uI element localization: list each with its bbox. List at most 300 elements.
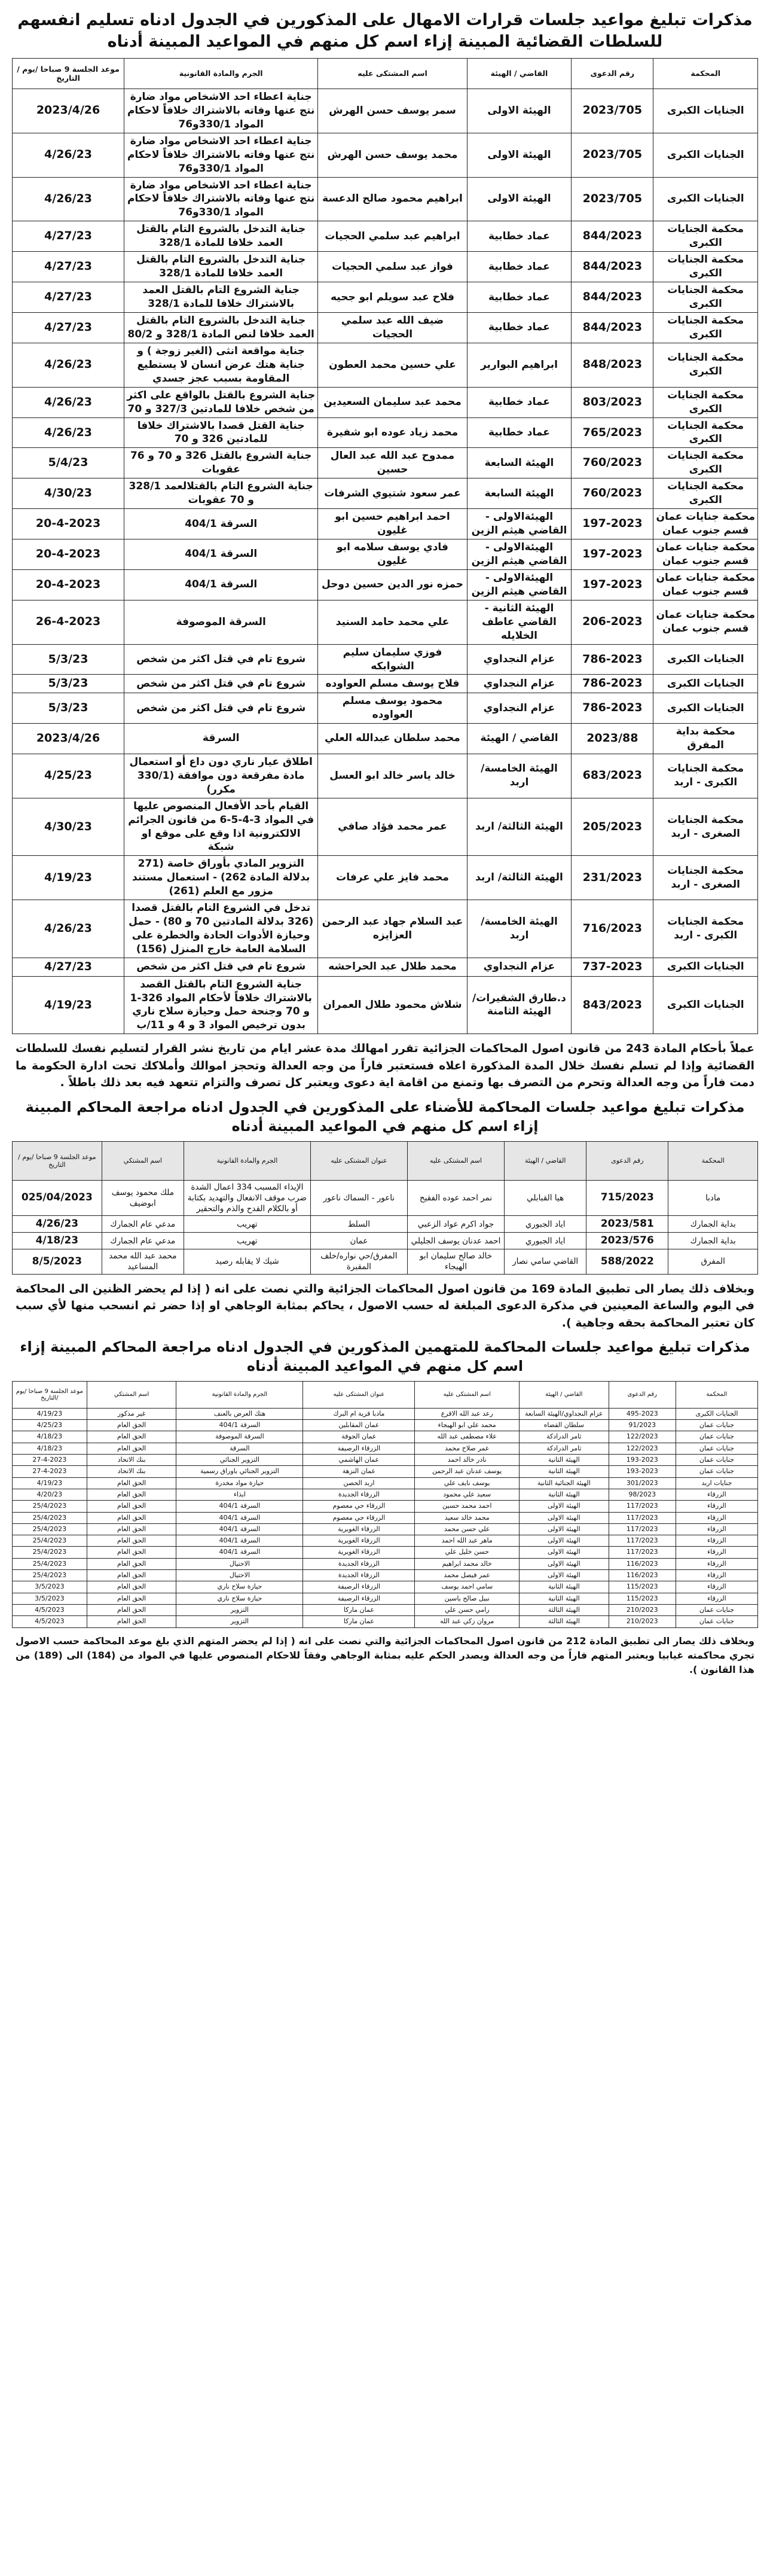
table-cell: السرقة: [176, 1443, 303, 1454]
table-cell: الزرقاء: [676, 1501, 757, 1512]
table-cell: محكمة جنايات عمان قسم جنوب عمان: [653, 569, 758, 600]
table-cell: مادبا: [668, 1180, 758, 1216]
table-cell: حسن خليل علي: [415, 1547, 520, 1558]
table-cell: السلط: [310, 1216, 407, 1233]
table-row: [13, 417, 758, 448]
table-cell: 4/5/2023: [13, 1616, 87, 1627]
table-cell: 25/4/2023: [13, 1570, 87, 1581]
table-row: [13, 1616, 758, 1627]
table-row: [13, 958, 758, 976]
newspaper-notices-page: [12, 0, 758, 1695]
table-cell: هيا القبابلي: [505, 1180, 586, 1216]
table-cell: نادر خالد احمد: [415, 1455, 520, 1466]
table-cell: 4/26/23: [13, 177, 124, 221]
table-cell: الهيئة الخامسة/ اربد: [467, 754, 572, 798]
table-cell: 844/2023: [572, 312, 653, 343]
table-row: [13, 1593, 758, 1604]
table-cell: الزرقاء: [676, 1489, 757, 1500]
table-row: [13, 1455, 758, 1466]
table-cell: 786-2023: [572, 644, 653, 675]
column-header: اسم المشتكي: [102, 1141, 184, 1180]
table-cell: الحق العام: [87, 1477, 176, 1489]
table-cell: 760/2023: [572, 478, 653, 509]
table-cell: عمر محمد فؤاد صافي: [318, 798, 467, 856]
table-cell: الزرقاء الرصيفة: [303, 1593, 415, 1604]
table-cell: السرقة 404/1: [176, 1512, 303, 1523]
table-cell: 197-2023: [572, 509, 653, 539]
table-cell: محكمة الجنايات الكبرى: [653, 448, 758, 478]
table-cell: عزام النجداوي/الهيئة السابعة: [520, 1408, 609, 1419]
table-cell: خالد ياسر خالد ابو العسل: [318, 754, 467, 798]
table-cell: فوزي سليمان سليم الشوابكه: [318, 644, 467, 675]
table-cell: جناية الشروع بالقتل بالواقع على اكثر من شخص خلافا للمادتين 327/3 و 70: [124, 387, 318, 417]
table-cell: 844/2023: [572, 252, 653, 282]
table-cell: الزرقاء الرصيفة: [303, 1443, 415, 1454]
table-cell: مادبا قرية ام البرك: [303, 1408, 415, 1419]
table-row: [13, 312, 758, 343]
table-row: [13, 343, 758, 387]
table-row: [13, 754, 758, 798]
table-cell: الهيئة الثالثة: [520, 1616, 609, 1627]
table-cell: 116/2023: [609, 1558, 676, 1569]
table-cell: محكمة الجنايات الكبرى: [653, 312, 758, 343]
table-cell: محكمة الجنايات الكبرى: [653, 221, 758, 252]
table-cell: الحق العام: [87, 1558, 176, 1569]
table-cell: علي محمد حامد السنيد: [318, 600, 467, 644]
table-cell: 193-2023: [609, 1455, 676, 1466]
table-cell: 122/2023: [609, 1431, 676, 1443]
table-cell: محكمة الجنايات الصغرى - اربد: [653, 856, 758, 900]
table-cell: 495-2023: [609, 1408, 676, 1419]
table-cell: الجنايات الكبرى: [653, 675, 758, 693]
table-cell: الزرقاء الجديدة: [303, 1570, 415, 1581]
table-cell: الهيئةالاولى - القاضي هيثم الزين: [467, 539, 572, 570]
table-cell: 4/27/23: [13, 221, 124, 252]
table-cell: 20-4-2023: [13, 509, 124, 539]
table-cell: جناية الشروع بالقتل 326 و 70 و 76 عقوبات: [124, 448, 318, 478]
table-cell: علاء مصطفى عبد الله: [415, 1431, 520, 1443]
table-cell: تهريب: [184, 1233, 310, 1249]
table-cell: 4/26/23: [13, 1216, 102, 1233]
table-cell: عزام النجداوي: [467, 644, 572, 675]
table-cell: 4/18/23: [13, 1443, 87, 1454]
table-cell: سعيد علي محمود: [415, 1489, 520, 1500]
section2-header-row: [13, 1141, 758, 1180]
table-cell: القيام بأحد الأفعال المنصوص عليها في المواد 3-4-5-6 من قانون الجرائم الالكترونية اذا وقع على موقع او شبكة: [124, 798, 318, 856]
table-cell: 5/3/23: [13, 693, 124, 724]
section2-legal-note: وبخلاف ذلك يصار الى تطبيق المادة 169 من قانون اصول المحاكمات الجزائية والتي نصت على انه ( إذا لم يحضر الظنين الى المحاكمة في اليوم والساعة المعينين في مذكرة الدعوى المبلغة له حسب الاصول ، يحاكم بمثابة الوجاهي او إذا حضر ثم انسحب منها لأي سبب كان تعتبر المحاكمة بحقه وجاهية ).: [16, 1282, 754, 1330]
table-cell: الزرقاء: [676, 1512, 757, 1523]
table-row: [13, 1180, 758, 1216]
table-cell: عبد السلام جهاد عبد الرحمن العزايزه: [318, 900, 467, 958]
table-cell: السرقة الموصوفة: [176, 1431, 303, 1443]
table-cell: 2023/576: [586, 1233, 668, 1249]
table-cell: سامي احمد يوسف: [415, 1581, 520, 1593]
table-cell: الهيئةالاولى - القاضي هيثم الزين: [467, 569, 572, 600]
table-row: [13, 448, 758, 478]
table-cell: الحق العام: [87, 1420, 176, 1431]
table-cell: عمان الهاشمي: [303, 1455, 415, 1466]
table-cell: 2023/581: [586, 1216, 668, 1233]
table-row: [13, 282, 758, 313]
table-cell: الهيئة الثانية: [520, 1593, 609, 1604]
table-cell: عمان ماركا: [303, 1616, 415, 1627]
table-cell: محمد يوسف حسن الهرش: [318, 133, 467, 177]
table-cell: 3/5/2023: [13, 1581, 87, 1593]
table-cell: 025/04/2023: [13, 1180, 102, 1216]
column-header: الجرم والمادة القانونية: [176, 1381, 303, 1408]
table-cell: 4/27/23: [13, 312, 124, 343]
table-cell: 210/2023: [609, 1616, 676, 1627]
column-header: رقم الدعوى: [586, 1141, 668, 1180]
table-cell: شروع تام في قتل اكثر من شخص: [124, 675, 318, 693]
table-cell: الجنايات الكبرى: [653, 177, 758, 221]
table-cell: الهيئة الثالثة/ اربد: [467, 798, 572, 856]
table-cell: جنايات عمان: [676, 1466, 757, 1477]
table-cell: شيك لا يقابله رصيد: [184, 1249, 310, 1274]
table-cell: الزرقاء حي معصوم: [303, 1501, 415, 1512]
table-cell: التزوير المادي بأوراق خاصة (271 بدلالة المادة 262) - استعمال مستند مزور مع العلم (261): [124, 856, 318, 900]
table-cell: خالد محمد ابراهيم: [415, 1558, 520, 1569]
table-row: [13, 1604, 758, 1615]
table-cell: بداية الجمارك: [668, 1233, 758, 1249]
section1-title: مذكرات تبليغ مواعيد جلسات قرارات الامهال على المذكورين في الجدول ادناه تسليم انفسهم للسلطات القضائية المبينة إزاء اسم كل منهم في المواعيد المبينة أدناه: [17, 11, 753, 51]
section1-header-row: [13, 58, 758, 89]
table-cell: 27-4-2023: [13, 1455, 87, 1466]
table-cell: 20-4-2023: [13, 569, 124, 600]
table-row: [13, 644, 758, 675]
column-header: المحكمة: [676, 1381, 757, 1408]
table-cell: فلاح عبد سويلم ابو جحيه: [318, 282, 467, 313]
table-cell: الحق العام: [87, 1489, 176, 1500]
table-cell: جنايات عمان: [676, 1455, 757, 1466]
table-row: [13, 1431, 758, 1443]
table-cell: الحق العام: [87, 1431, 176, 1443]
table-cell: الهيئة الثانية - القاضي عاطف الخلايله: [467, 600, 572, 644]
section3-header-row: [13, 1381, 758, 1408]
table-cell: 5/3/23: [13, 675, 124, 693]
table-cell: الزرقاء: [676, 1523, 757, 1535]
table-row: [13, 856, 758, 900]
table-cell: 25/4/2023: [13, 1501, 87, 1512]
table-cell: 98/2023: [609, 1489, 676, 1500]
table-cell: الجنايات الكبرى: [676, 1408, 757, 1419]
table-cell: عمان الجوفة: [303, 1431, 415, 1443]
table-cell: الجنايات الكبرى: [653, 644, 758, 675]
table-cell: الزرقاء: [676, 1558, 757, 1569]
table-cell: 117/2023: [609, 1512, 676, 1523]
table-cell: بنك الاتحاد: [87, 1466, 176, 1477]
table-cell: احمد عدنان يوسف الجليلي: [407, 1233, 504, 1249]
table-cell: ابراهيم عبد سلمي الحجيات: [318, 221, 467, 252]
table-cell: ايذاء: [176, 1489, 303, 1500]
table-cell: محمد عبد الله محمد المساعيد: [102, 1249, 184, 1274]
table-cell: تدخل في الشروع التام بالقتل قصدا (326 بدلالة المادتين 70 و 80) - حمل وحيازة الأدوات الحادة والخطرة على السلامة العامة خارج المنزل (156): [124, 900, 318, 958]
table-cell: 737-2023: [572, 958, 653, 976]
column-header: موعد الجلسة 9 صباحا /يوم /التاريخ: [13, 58, 124, 89]
table-cell: جناية التدخل بالشروع التام بالقتل العمد خلافا للمادة 328/1: [124, 252, 318, 282]
table-cell: 588/2022: [586, 1249, 668, 1274]
table-cell: الهيئة الاولى: [520, 1501, 609, 1512]
table-cell: الحق العام: [87, 1512, 176, 1523]
table-cell: الحق العام: [87, 1501, 176, 1512]
table-cell: جناية التدخل بالشروع التام بالقتل العمد خلافا للمادة 328/1: [124, 221, 318, 252]
table-cell: عماد خطابية: [467, 282, 572, 313]
table-cell: السرقة 404/1: [176, 1523, 303, 1535]
table-cell: الزرقاء الغويرية: [303, 1547, 415, 1558]
column-header: عنوان المشتكى عليه: [303, 1381, 415, 1408]
table-cell: محكمة الجنايات الكبرى: [653, 387, 758, 417]
table-cell: الهيئة الاولى: [467, 89, 572, 133]
table-cell: الحق العام: [87, 1616, 176, 1627]
table-row: [13, 600, 758, 644]
table-cell: التزوير: [176, 1604, 303, 1615]
table-cell: ابراهيم محمود صالح الدعسة: [318, 177, 467, 221]
column-header: عنوان المشتكى عليه: [310, 1141, 407, 1180]
table-cell: عماد خطابية: [467, 312, 572, 343]
table-cell: محكمة جنايات عمان قسم جنوب عمان: [653, 600, 758, 644]
table-cell: الزرقاء الغويرية: [303, 1523, 415, 1535]
table-cell: عمر سعود شتيوي الشرفات: [318, 478, 467, 509]
table-cell: الزرقاء حي معصوم: [303, 1512, 415, 1523]
table-cell: د.طارق الشقيرات/الهيئة الثامنة: [467, 976, 572, 1034]
table-cell: 2023/88: [572, 723, 653, 754]
table-cell: جنايات اربد: [676, 1477, 757, 1489]
table-cell: حمزه نور الدين حسين دوحل: [318, 569, 467, 600]
table-cell: تهريب: [184, 1216, 310, 1233]
table-cell: مدعي عام الجمارك: [102, 1233, 184, 1249]
table-row: [13, 1570, 758, 1581]
table-cell: محكمة الجنايات الكبرى - اربد: [653, 900, 758, 958]
table-cell: الحق العام: [87, 1547, 176, 1558]
table-cell: جنايات عمان: [676, 1420, 757, 1431]
table-cell: التزوير الجنائي باوراق رسمية: [176, 1466, 303, 1477]
table-cell: اطلاق عيار ناري دون داع أو استعمال مادة مفرقعة دون موافقة (330/1 مكرر): [124, 754, 318, 798]
table-cell: التزوير: [176, 1616, 303, 1627]
column-header: اسم المشتكى عليه: [318, 58, 467, 89]
table-cell: القاضي سامي نصار: [505, 1249, 586, 1274]
table-cell: الاحتيال: [176, 1570, 303, 1581]
table-cell: محمد علي ابو الهيجاء: [415, 1420, 520, 1431]
table-cell: عمان ماركا: [303, 1604, 415, 1615]
table-cell: الإيذاء المسبب 334 اعمال الشدة ضرب موقف الانفعال والتهديد بكتابة أو بالكلام القدح والذم والتحقير: [184, 1180, 310, 1216]
table-cell: 26-4-2023: [13, 600, 124, 644]
section1-legal-note: عملاً بأحكام المادة 243 من قانون اصول المحاكمات الجزائية تقرر امهالك مدة عشر ايام من تاريخ نشر القرار لتسليم نفسك للسلطات القضائية وإذا لم تسلم نفسك خلال المدة المذكورة اعلاه فستعتبر فاراً من وجه العدالة وتحجز اموالك وأملاكك تحت ادارة الحكومة ما دمت فاراً من وجه العدالة وتحرم من التصرف بها وتمنع من اقامة اية دعوى ويعتبر كل تصرف والتزام تتعهد فيه بعد ذلك باطلاً .: [16, 1042, 754, 1090]
table-cell: حيازة سلاح ناري: [176, 1581, 303, 1593]
table-cell: محمد طلال عبد الحراحشه: [318, 958, 467, 976]
table-row: [13, 1547, 758, 1558]
table-cell: نبيل صالح ياسين: [415, 1593, 520, 1604]
table-cell: الهيئة الثالثة/ اربد: [467, 856, 572, 900]
table-cell: محمد سلطان عبدالله العلي: [318, 723, 467, 754]
table-cell: 197-2023: [572, 539, 653, 570]
table-cell: محكمة الجنايات الصغرى - اربد: [653, 798, 758, 856]
table-cell: الجنايات الكبرى: [653, 958, 758, 976]
table-cell: 231/2023: [572, 856, 653, 900]
table-cell: 2023/705: [572, 89, 653, 133]
section2-table: [12, 1141, 758, 1275]
column-header: موعد الجلسة 9 صباحا /يوم /التاريخ: [13, 1381, 87, 1408]
table-row: [13, 900, 758, 958]
table-cell: الزرقاء الجديدة: [303, 1489, 415, 1500]
table-cell: غير مذكور: [87, 1408, 176, 1419]
table-row: [13, 1408, 758, 1419]
table-cell: 4/20/23: [13, 1489, 87, 1500]
table-cell: 193-2023: [609, 1466, 676, 1477]
table-cell: جنايات عمان: [676, 1616, 757, 1627]
table-cell: الزرقاء الرصيفة: [303, 1581, 415, 1593]
table-row: [13, 1420, 758, 1431]
table-row: [13, 1558, 758, 1569]
table-cell: 25/4/2023: [13, 1512, 87, 1523]
table-row: [13, 177, 758, 221]
column-header: اسم المشتكى عليه: [415, 1381, 520, 1408]
table-cell: احمد محمد حسين: [415, 1501, 520, 1512]
table-cell: محمد عبد سليمان السعيدين: [318, 387, 467, 417]
table-cell: 4/18/23: [13, 1431, 87, 1443]
table-cell: الهيئة الثانية: [520, 1466, 609, 1477]
table-cell: الاحتيال: [176, 1558, 303, 1569]
table-cell: 844/2023: [572, 221, 653, 252]
section2-title: مذكرات تبليغ مواعيد جلسات المحاكمة للأضناء على المذكورين في الجدول ادناه مراجعة المحاكم المبينة إزاء اسم كل منهم في المواعيد المبينة أدناه: [25, 1098, 745, 1135]
table-cell: المفرق: [668, 1249, 758, 1274]
table-cell: الحق العام: [87, 1443, 176, 1454]
table-cell: الزرقاء الجديدة: [303, 1558, 415, 1569]
table-cell: شلاش محمود طلال العمران: [318, 976, 467, 1034]
table-cell: 803/2023: [572, 387, 653, 417]
table-cell: عمان: [310, 1233, 407, 1249]
table-cell: الهيئة الخامسة/ اربد: [467, 900, 572, 958]
table-cell: رامي حسن علي: [415, 1604, 520, 1615]
table-cell: ناعور - السماك ناعور: [310, 1180, 407, 1216]
table-cell: 4/18/23: [13, 1233, 102, 1249]
table-cell: السرقة 404/1: [176, 1420, 303, 1431]
table-cell: القاضي / الهيئة: [467, 723, 572, 754]
section3-legal-note: وبخلاف ذلك يصار الى تطبيق المادة 212 من قانون اصول المحاكمات الجزائية والتي نصت على انه ( إذا لم يحضر المتهم الذي بلغ موعد المحاكمة حسب الاصول تجري محاكمته غيابيا ويعتبر المتهم فاراً من وجه العدالة ويصدر الحكم عليه بمثابة الوجاهي وفقاً للاحكام المنصوص عليها في المواد من (184) الى (189) من هذا القانون ).: [16, 1635, 754, 1675]
table-cell: 205/2023: [572, 798, 653, 856]
table-cell: 206-2023: [572, 600, 653, 644]
table-cell: يوسف عدنان عبد الرحمن: [415, 1466, 520, 1477]
table-cell: 117/2023: [609, 1547, 676, 1558]
table-cell: 25/4/2023: [13, 1535, 87, 1547]
table-cell: 3/5/2023: [13, 1593, 87, 1604]
table-cell: سمر يوسف حسن الهرش: [318, 89, 467, 133]
table-row: [13, 1443, 758, 1454]
column-header: المحكمة: [653, 58, 758, 89]
table-cell: عمر فيصل محمد: [415, 1570, 520, 1581]
table-row: [13, 252, 758, 282]
table-cell: الهيئة السابعة: [467, 448, 572, 478]
table-cell: محمد زياد عوده ابو شفيرة: [318, 417, 467, 448]
table-row: [13, 569, 758, 600]
table-row: [13, 1581, 758, 1593]
table-row: [13, 798, 758, 856]
table-cell: الهيئة الاولى: [467, 177, 572, 221]
table-cell: 301/2023: [609, 1477, 676, 1489]
table-cell: 117/2023: [609, 1501, 676, 1512]
section3-table: [12, 1381, 758, 1628]
table-cell: 2023/705: [572, 177, 653, 221]
table-cell: ابراهيم البوارير: [467, 343, 572, 387]
table-cell: 683/2023: [572, 754, 653, 798]
column-header: رقم الدعوى: [572, 58, 653, 89]
table-cell: الهيئة الجنائية الثانية: [520, 1477, 609, 1489]
table-cell: 122/2023: [609, 1443, 676, 1454]
table-cell: السرقة 404/1: [176, 1547, 303, 1558]
table-cell: الهيئة الثانية: [520, 1489, 609, 1500]
table-cell: محكمة بداية المفرق: [653, 723, 758, 754]
table-cell: فواز عبد سلمي الحجيات: [318, 252, 467, 282]
table-cell: الهيئة الاولى: [520, 1512, 609, 1523]
table-cell: جناية الشروع التام بالقتلالعمد 328/1 و 70 عقوبات: [124, 478, 318, 509]
table-cell: جناية اعطاء احد الاشخاص مواد ضارة نتج عنها وفاته بالاشتراك خلافاً لاحكام المواد 330/1و76: [124, 133, 318, 177]
table-row: [13, 387, 758, 417]
table-cell: الهيئة الاولى: [520, 1570, 609, 1581]
table-cell: 5/4/23: [13, 448, 124, 478]
table-cell: جنايات عمان: [676, 1431, 757, 1443]
table-cell: السرقة 404/1: [176, 1501, 303, 1512]
table-cell: 5/3/23: [13, 644, 124, 675]
table-row: [13, 1216, 758, 1233]
table-cell: الزرقاء: [676, 1593, 757, 1604]
table-cell: محمد خالد سعيد: [415, 1512, 520, 1523]
table-cell: 2023/4/26: [13, 89, 124, 133]
table-cell: جناية اعطاء احد الاشخاص مواد ضارة نتج عنها وفاته بالاشتراك خلافاً لاحكام المواد 330/1و76: [124, 177, 318, 221]
table-cell: 210/2023: [609, 1604, 676, 1615]
table-cell: 4/26/23: [13, 343, 124, 387]
column-header: القاضي / الهيئة: [520, 1381, 609, 1408]
table-cell: 4/26/23: [13, 387, 124, 417]
table-cell: الزرقاء: [676, 1535, 757, 1547]
table-cell: جناية القتل قصدا بالاشتراك خلافا للمادتين 326 و 70: [124, 417, 318, 448]
table-row: [13, 478, 758, 509]
table-row: [13, 723, 758, 754]
column-header: القاضي / الهيئة: [505, 1141, 586, 1180]
table-cell: 20-4-2023: [13, 539, 124, 570]
table-row: [13, 1489, 758, 1500]
table-cell: عزام النجداوي: [467, 958, 572, 976]
table-cell: 4/30/23: [13, 798, 124, 856]
table-cell: الزرقاء الغويرية: [303, 1535, 415, 1547]
table-cell: جناية مواقعة انثى (الغير زوجة ) و جناية هتك عرض انسان لا يستطيع المقاومة بسبب عجز جسدي: [124, 343, 318, 387]
table-cell: الحق العام: [87, 1604, 176, 1615]
table-cell: الهيئة الاولى: [520, 1547, 609, 1558]
table-cell: 4/19/23: [13, 1477, 87, 1489]
table-cell: 117/2023: [609, 1535, 676, 1547]
table-cell: محمود يوسف مسلم العواوده: [318, 693, 467, 724]
table-cell: الزرقاء: [676, 1570, 757, 1581]
table-cell: ماهر عبد الله احمد: [415, 1535, 520, 1547]
table-cell: الجنايات الكبرى: [653, 133, 758, 177]
table-row: [13, 1249, 758, 1274]
table-cell: 117/2023: [609, 1523, 676, 1535]
table-cell: خالد صالح سليمان ابو الهيجاء: [407, 1249, 504, 1274]
table-cell: ممدوح عبد الله عبد العال حسين: [318, 448, 467, 478]
column-header: اسم المشتكي: [87, 1381, 176, 1408]
table-cell: اياد الجبوري: [505, 1216, 586, 1233]
table-cell: 844/2023: [572, 282, 653, 313]
table-cell: الجنايات الكبرى: [653, 89, 758, 133]
table-cell: عزام النجداوي: [467, 693, 572, 724]
table-cell: بداية الجمارك: [668, 1216, 758, 1233]
table-cell: بنك الاتحاد: [87, 1455, 176, 1466]
table-row: [13, 1233, 758, 1249]
table-row: [13, 539, 758, 570]
table-cell: محكمة الجنايات الكبرى: [653, 478, 758, 509]
table-cell: 715/2023: [586, 1180, 668, 1216]
table-cell: 4/19/23: [13, 976, 124, 1034]
table-row: [13, 675, 758, 693]
